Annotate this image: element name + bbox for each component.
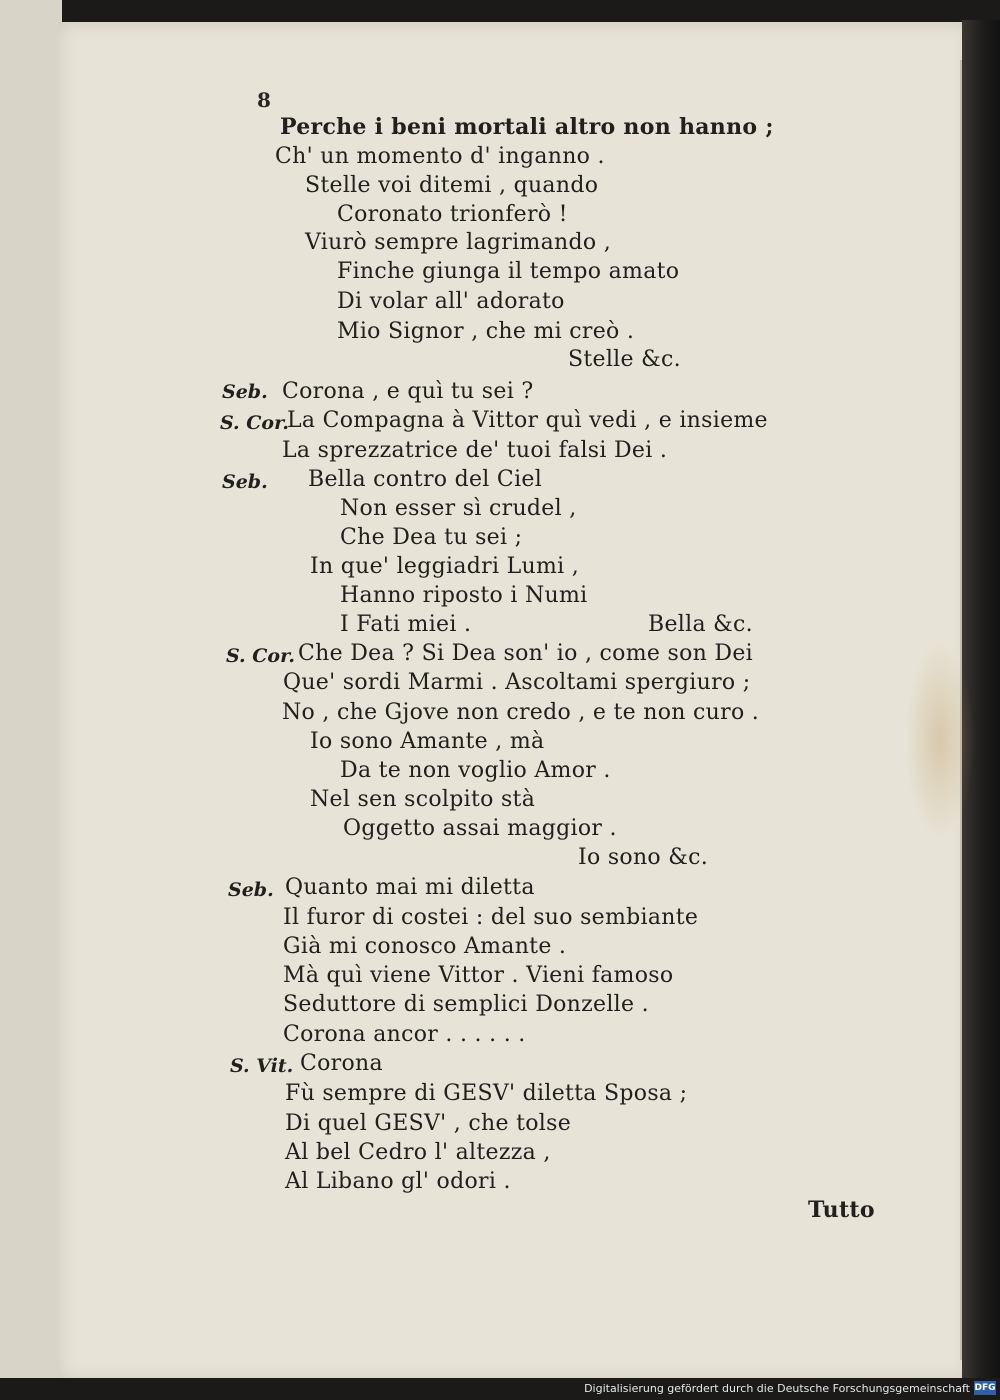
- verse-line: Oggetto assai maggior .: [343, 816, 617, 841]
- verse-line: La Compagna à Vittor quì vedi , e insieme: [287, 408, 768, 433]
- verse-line: Che Dea ? Si Dea son' io , come son Dei: [298, 641, 753, 666]
- verse-line: Mà quì viene Vittor . Vieni famoso: [283, 963, 674, 988]
- verse-line: No , che Gjove non credo , e te non curo .: [282, 700, 760, 725]
- verse-line: Nel sen scolpito stà: [310, 787, 536, 812]
- verse-line: Finche giunga il tempo amato: [337, 259, 680, 284]
- verse-line: Corona ancor . . . . . .: [283, 1022, 526, 1047]
- speaker-label: Seb.: [222, 471, 268, 493]
- verse-line: Stelle &c.: [568, 347, 681, 372]
- verse-line: Io sono &c.: [578, 845, 709, 870]
- funding-notice: Digitalisierung gefördert durch die Deutsche Forschungsgemeinschaft: [584, 1382, 970, 1395]
- verse-line: Io sono Amante , mà: [310, 729, 545, 754]
- verse-line: Que' sordi Marmi . Ascoltami spergiuro ;: [283, 670, 751, 695]
- verse-line: Viurò sempre lagrimando ,: [305, 230, 611, 255]
- verse-line: Corona: [300, 1051, 383, 1076]
- verse-line: Stelle voi ditemi , quando: [305, 173, 599, 198]
- verse-line: Seduttore di semplici Donzelle .: [283, 992, 649, 1017]
- verse-line: Bella contro del Ciel: [308, 467, 543, 492]
- verse-line: Di volar all' adorato: [337, 289, 565, 314]
- dfg-logo: DFG: [974, 1383, 996, 1393]
- speaker-label: S. Cor.: [220, 412, 289, 434]
- catchword: Tutto: [808, 1197, 875, 1223]
- verse-line: Hanno riposto i Numi: [340, 583, 588, 608]
- verse-line: Al bel Cedro l' altezza ,: [285, 1140, 551, 1165]
- verse-line: Coronato trionferò !: [337, 202, 568, 227]
- speaker-label: S. Cor.: [226, 645, 295, 667]
- verse-line: Fù sempre di GESV' diletta Sposa ;: [285, 1081, 688, 1106]
- verse-line: Di quel GESV' , che tolse: [285, 1111, 572, 1136]
- verse-line: Che Dea tu sei ;: [340, 525, 523, 550]
- page-number: 8: [257, 88, 271, 112]
- verse-line: Mio Signor , che mi creò .: [337, 319, 635, 344]
- verse-line: Da te non voglio Amor .: [340, 758, 611, 783]
- left-background: [0, 0, 62, 1400]
- verse-line: I Fati miei .: [340, 612, 472, 637]
- verse-line: Il furor di costei : del suo sembiante: [283, 905, 699, 930]
- speaker-label: S. Vit.: [230, 1055, 294, 1077]
- verse-line: Corona , e quì tu sei ?: [282, 379, 534, 404]
- verse-line: Già mi conosco Amante .: [283, 934, 567, 959]
- verse-line: Bella &c.: [648, 612, 753, 637]
- verse-line: La sprezzatrice de' tuoi falsi Dei .: [282, 438, 668, 463]
- speaker-label: Seb.: [228, 879, 274, 901]
- verse-line: Ch' un momento d' inganno .: [275, 144, 605, 169]
- verse-line: Al Libano gl' odori .: [285, 1169, 511, 1194]
- paper-stain: [905, 640, 975, 840]
- speaker-label: Seb.: [222, 381, 268, 403]
- verse-line: Perche i beni mortali altro non hanno ;: [280, 114, 774, 140]
- verse-line: Quanto mai mi diletta: [285, 875, 535, 900]
- verse-line: Non esser sì crudel ,: [340, 496, 577, 521]
- verse-line: In que' leggiadri Lumi ,: [310, 554, 580, 579]
